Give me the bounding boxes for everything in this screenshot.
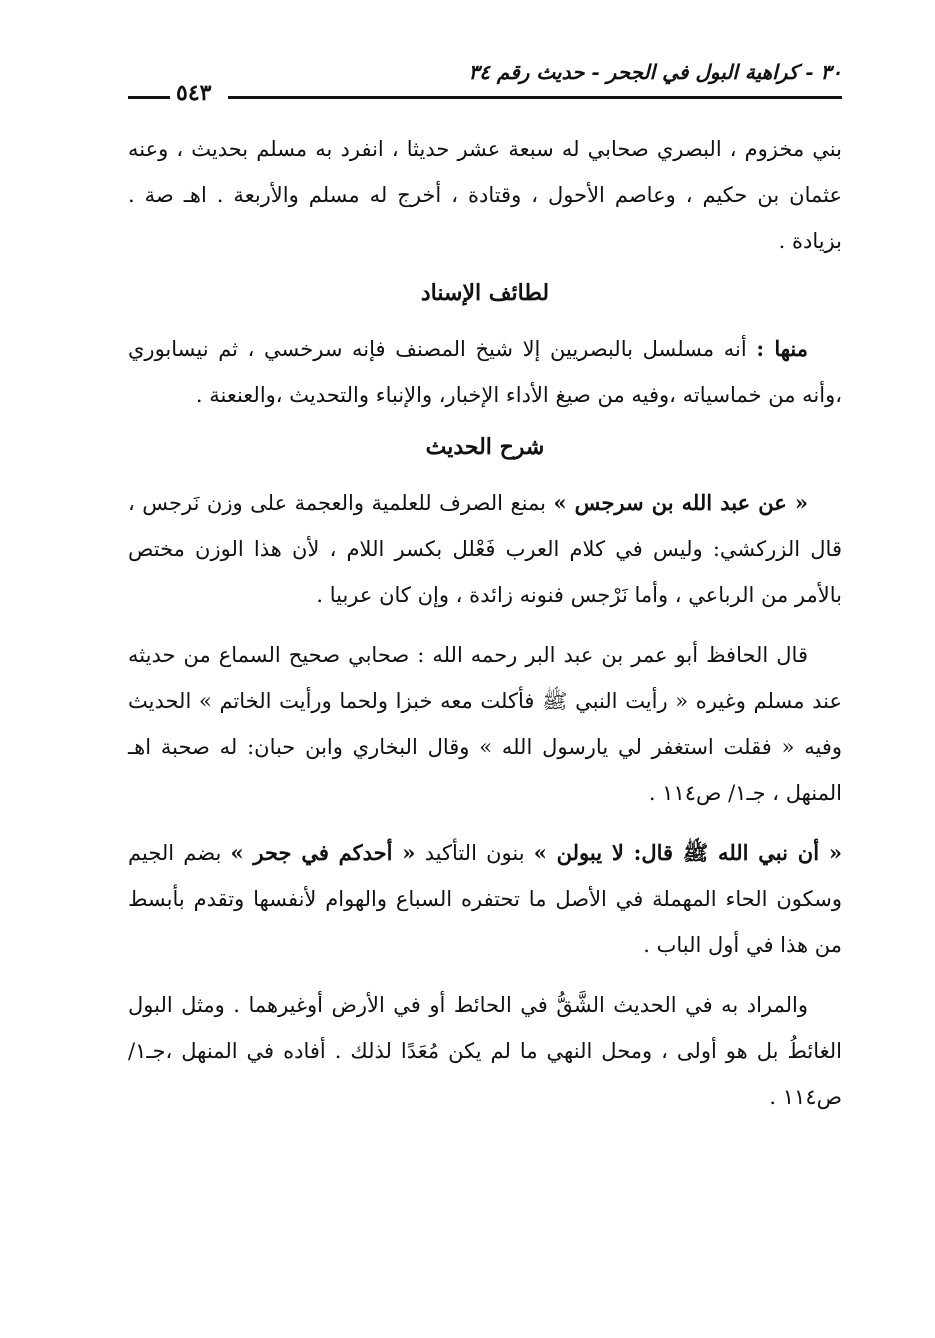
- paragraph-text: بمنع الصرف للعلمية والعجمة على وزن نَرجس ، قال الزركشي: وليس في كلام العرب فَعْلل بكسر اللام ، لأن هذا الوزن مختص بالأمر من الرباعي ، وأما نَرْجس فنونه زائدة ، وإن كان عربيا .: [128, 491, 842, 607]
- paragraph: قال الحافظ أبو عمر بن عبد البر رحمه الله : صحابي صحيح السماع من حديثه عند مسلم وغيره « رأيت النبي ﷺ فأكلت معه خبزا ولحما ورأيت الخاتم » الحديث وفيه « فقلت استغفر لي يارسول الله » وقال البخاري وابن حبان: له صحبة اهـ المنهل ، جـ١/ ص١١٤ .: [128, 643, 842, 805]
- paragraph-text: بنون التأكيد: [424, 841, 525, 865]
- paragraph-text: بضم الجيم وسكون الحاء المهملة في الأصل ما تحتفره السباع والهوام لأنفسها وتقدم بأبسط من هذا في أول الباب .: [128, 841, 842, 957]
- paragraph: بني مخزوم ، البصري صحابي له سبعة عشر حديثا ، انفرد به مسلم بحديث ، وعنه عثمان بن حكيم ، وعاصم الأحول ، وقتادة ، أخرج له مسلم والأربعة . اهـ صة . بزيادة .: [128, 137, 842, 253]
- paragraph-text: أنه مسلسل بالبصريين إلا شيخ المصنف فإنه سرخسي ، ثم نيسابوري ،وأنه من خماسياته ،وفيه من صيغ الأداء الإخبار، والإنباء والتحديث ،والعنعنة .: [128, 337, 842, 407]
- paragraph: والمراد به في الحديث الشَّقُّ في الحائط أو في الأرض أوغيرهما . ومثل البول الغائطُ بل هو أولى ، ومحل النهي ما لم يكن مُعَدًا لذلك . أفاده في المنهل ،جـ١/ ص١١٤ .: [128, 993, 842, 1109]
- hadith-quote: « عن عبد الله بن سرجس »: [553, 490, 808, 515]
- chapter-title: ٣٠ - كراهية البول في الجحر - حديث رقم ٣٤: [468, 60, 842, 84]
- page-body: [128, 126, 842, 1120]
- section-heading: شرح الحديث: [425, 434, 545, 460]
- page-number: ٥٤٣: [176, 80, 212, 106]
- header-rule: [228, 96, 842, 99]
- lead-phrase: منها :: [756, 336, 808, 361]
- running-header: [128, 58, 842, 108]
- page-number-rule: [128, 96, 170, 99]
- paragraph: [128, 326, 842, 418]
- hadith-quote: « أن نبي الله ﷺ قال: لا يبولن »: [533, 840, 842, 865]
- paragraph: [128, 480, 842, 618]
- hadith-quote: « أحدكم في جحر »: [230, 840, 416, 865]
- paragraph: [128, 830, 842, 968]
- section-heading: لطائف الإسناد: [420, 280, 550, 306]
